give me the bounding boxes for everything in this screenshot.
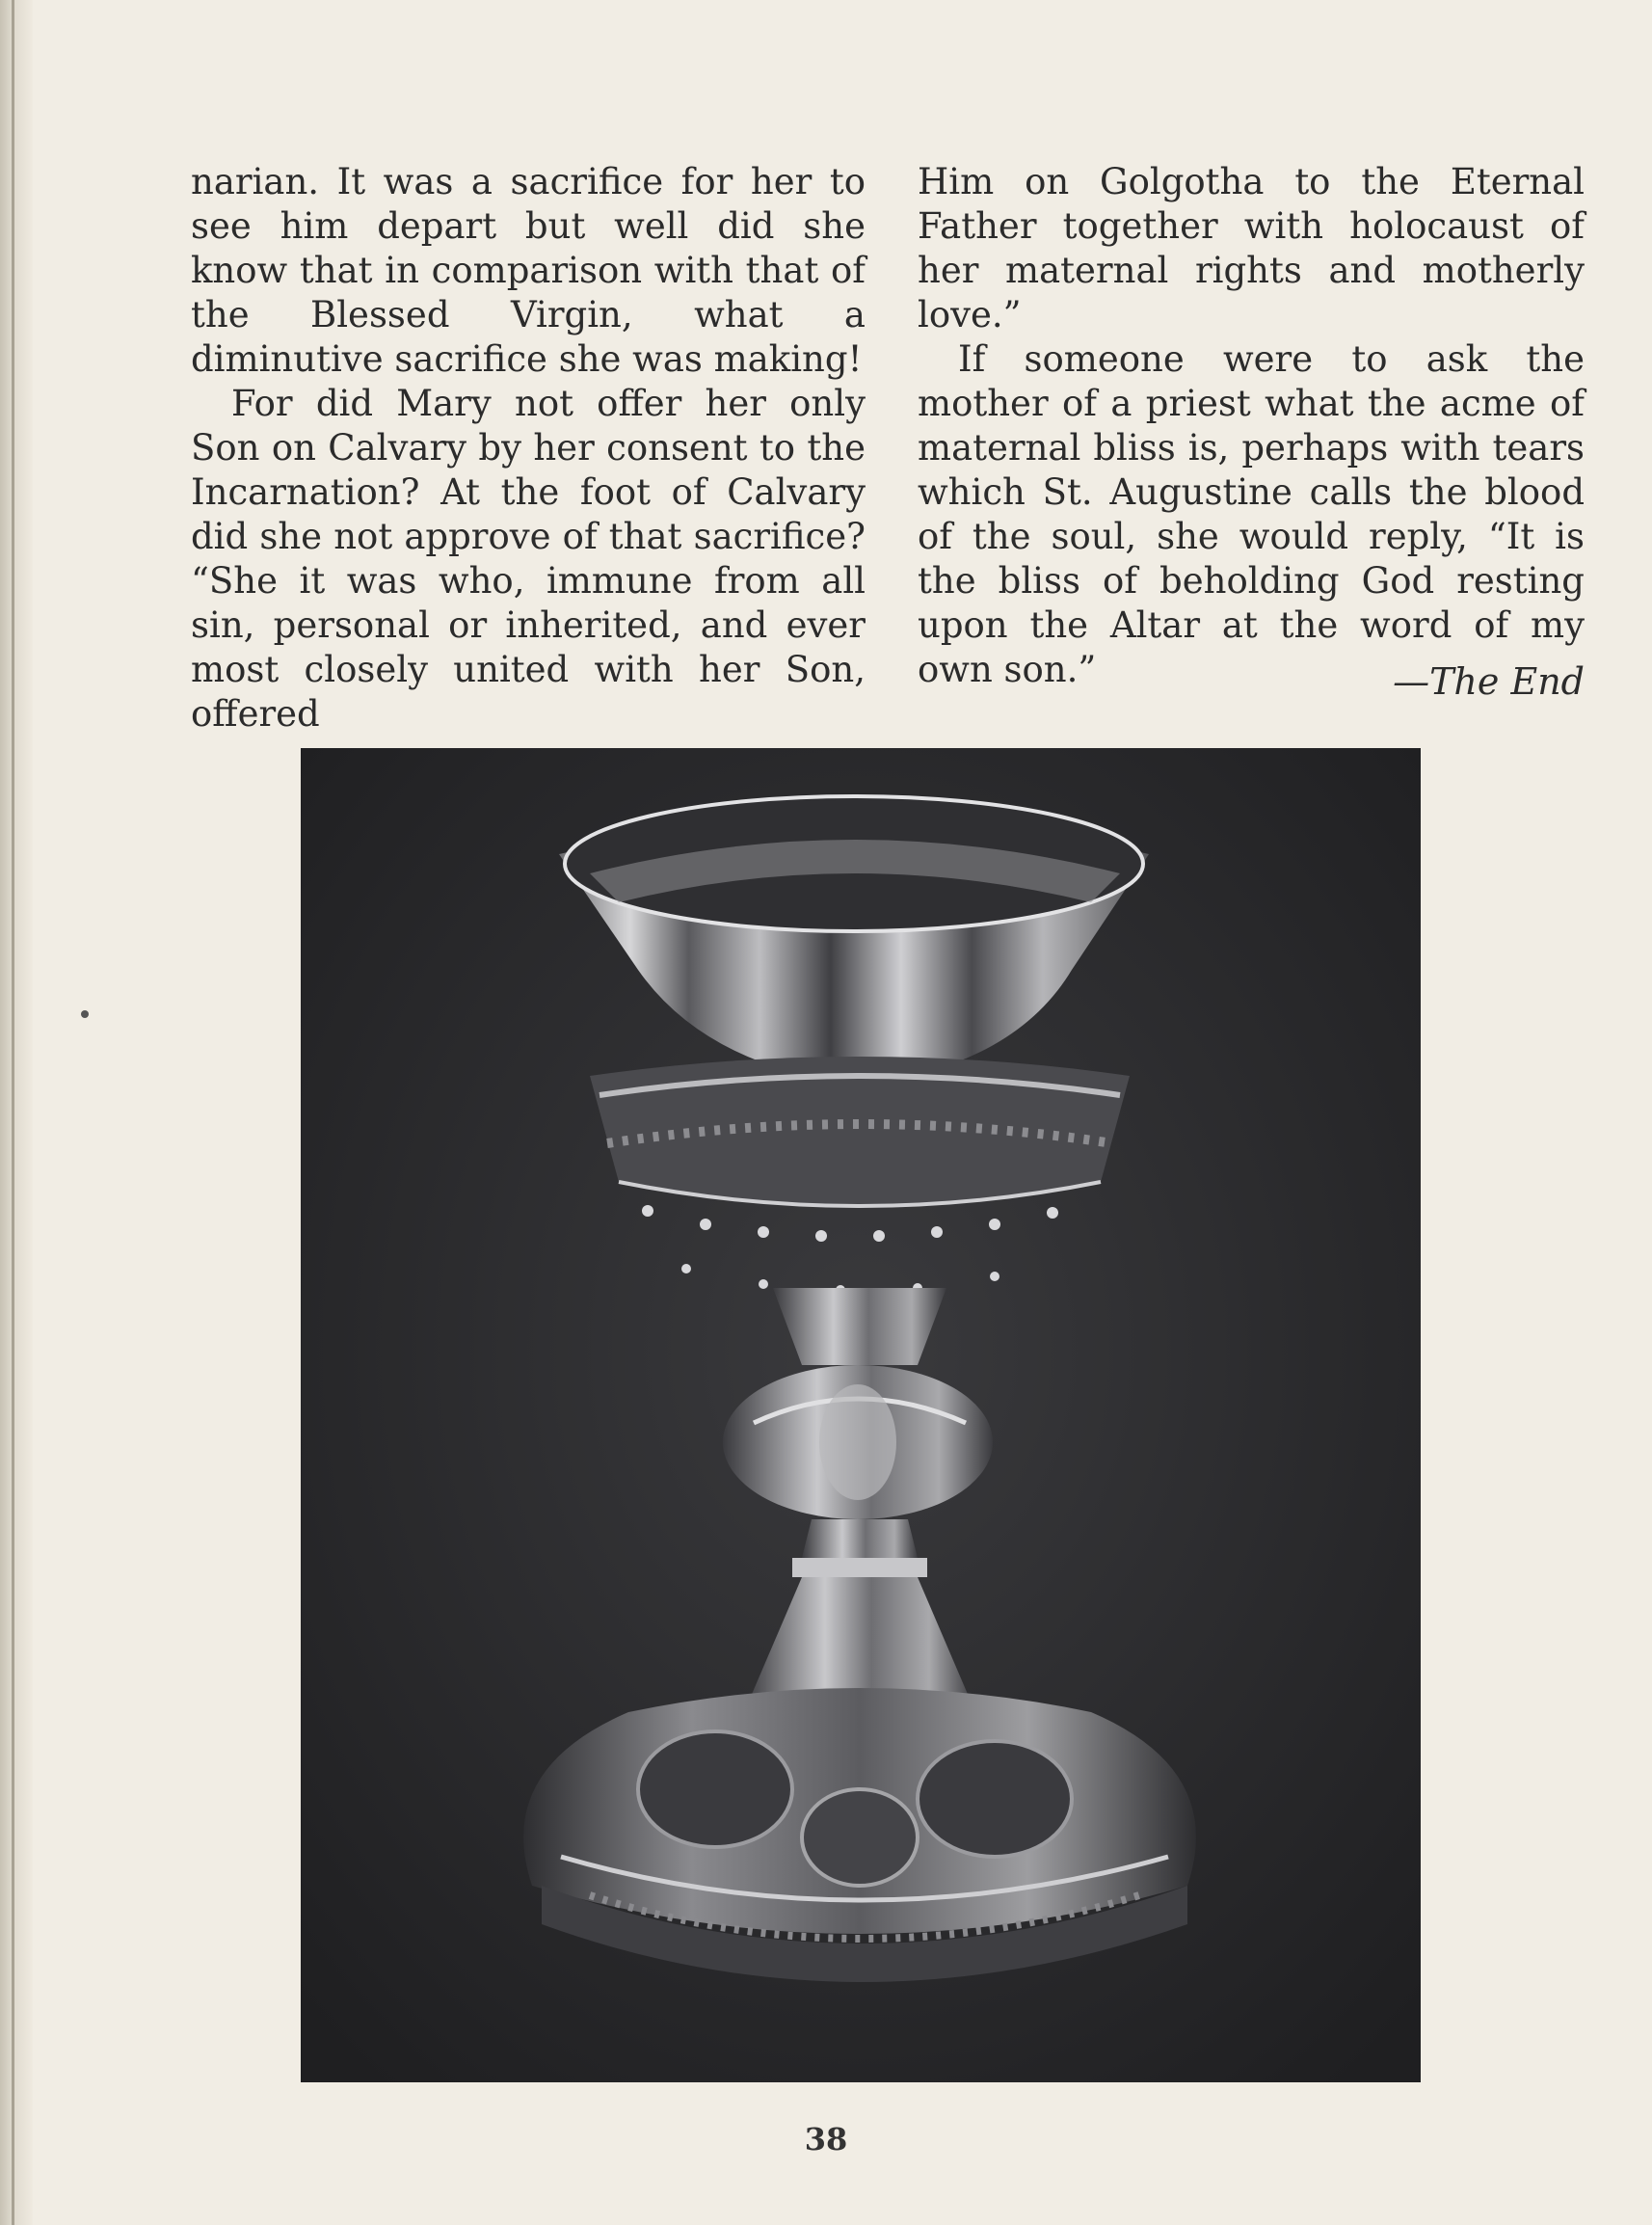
book-binding-edge xyxy=(0,0,33,2225)
right-paragraph-1: Him on Golgotha to the Eternal Father together with holocaust of her maternal rights and motherly love.” xyxy=(918,161,1585,335)
left-paragraph-1: narian. It was a sacrifice for her to see him depart but well did she know that in comparison with that of the Blessed Virgin, what a diminutive sacrifice she was making! xyxy=(191,161,866,380)
chalice-photo xyxy=(301,748,1421,2082)
paper-speck xyxy=(81,1010,89,1018)
chalice-icon xyxy=(301,748,1421,2082)
binding-line xyxy=(12,0,14,2225)
right-paragraph-2: If someone were to ask the mother of a priest what the acme of maternal bliss is, perhaps with tears which St. Augustine calls the blood of the soul, she would reply, “It is the bliss of beholding God resting upon the Altar at the word of my own son.” xyxy=(918,338,1585,690)
left-paragraph-2: For did Mary not offer her only Son on Calvary by her consent to the Incarnation? At the foot of Calvary did she not approve of that sacrifice? “She it was who, immune from all sin, personal or inherited, and ever most closely united with her Son, offered xyxy=(191,383,866,735)
page-number: 38 xyxy=(804,2121,848,2158)
left-column xyxy=(191,160,866,737)
right-column xyxy=(918,160,1585,692)
end-note: —The End xyxy=(1393,660,1585,703)
